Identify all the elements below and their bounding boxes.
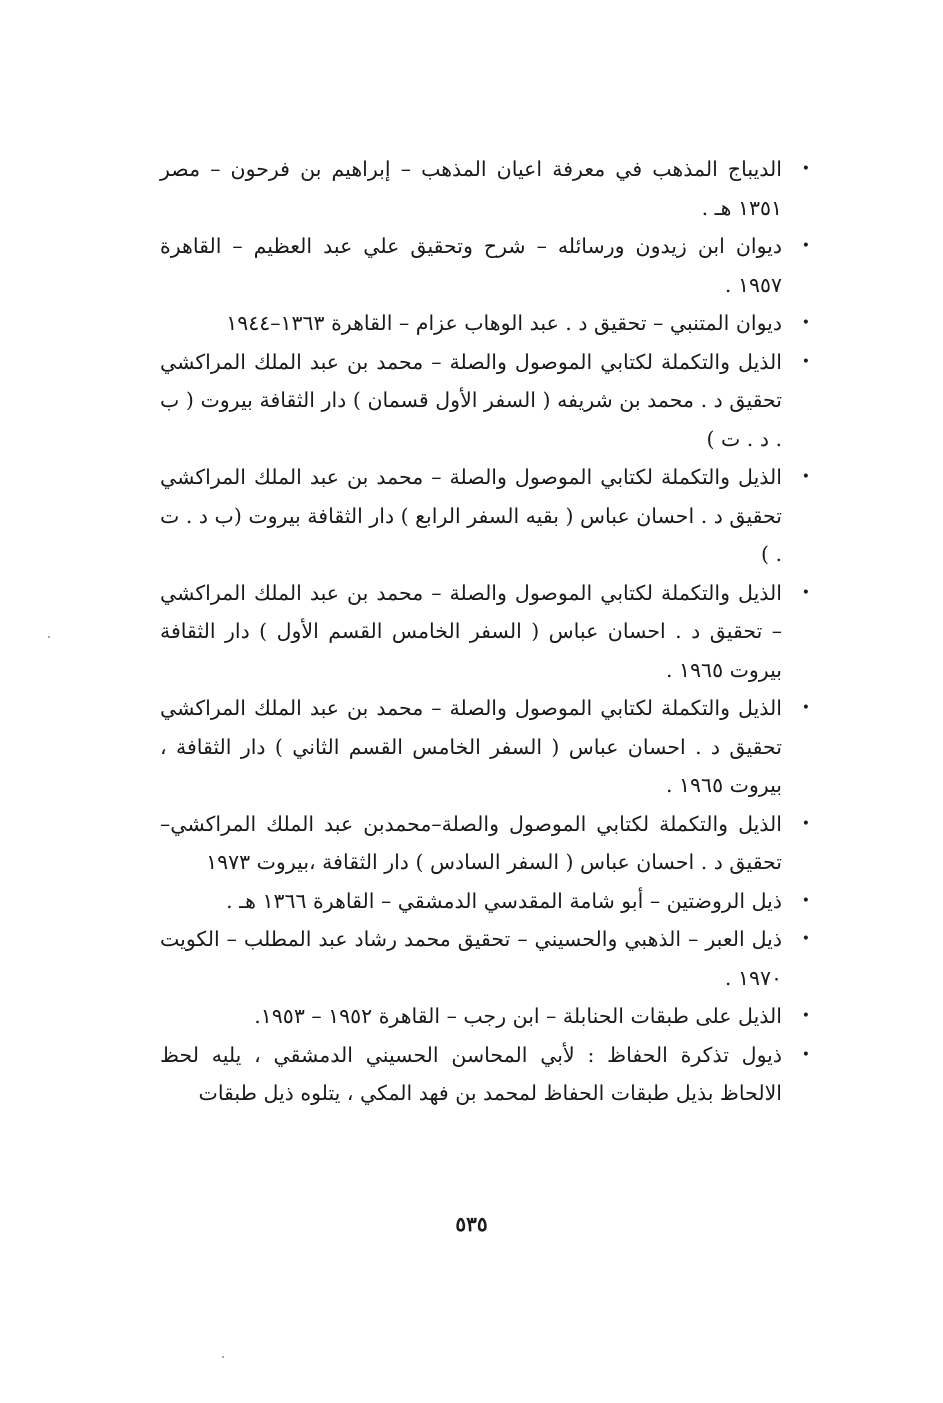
entry-text: الذيل والتكملة لكتابي الموصول والصلة – محمد بن عبد الملك المراكشي – تحقيق د . احسان عباس ( السفر الخامس القسم الأول ) دار الثقافة بيروت ١٩٦٥ . [160, 580, 782, 682]
bibliography-entry [160, 343, 810, 459]
bibliography-entry [160, 1036, 810, 1113]
bullet-mark: • [801, 469, 810, 485]
bibliography-entry [160, 150, 810, 227]
bullet-mark: • [801, 238, 810, 254]
bibliography-entry [160, 304, 810, 343]
entry-text: الذيل والتكملة لكتابي الموصول والصلة – محمد بن عبد الملك المراكشي تحقيق د . محمد بن شريفه ( السفر الأول قسمان ) دار الثقافة بيروت ( ب . د . ت ) [160, 349, 782, 451]
entry-text: الذيل والتكملة لكتابي الموصول والصلة – محمد بن عبد الملك المراكشي تحقيق د . احسان عباس ( السفر الخامس القسم الثاني ) دار الثقافة ، بيروت ١٩٦٥ . [160, 696, 782, 797]
entry-text: الديباج المذهب في معرفة اعيان المذهب – إبراهيم بن فرحون – مصر ١٣٥١ هـ . [160, 157, 782, 220]
bibliography-entry [160, 882, 810, 921]
entry-text: ذيول تذكرة الحفاظ : لأبي المحاسن الحسيني الدمشقي ، يليه لحظ الالحاظ بذيل طبقات الحفاظ لمحمد بن فهد المكي ، يتلوه ذيل طبقات [160, 1042, 782, 1105]
bullet-mark: • [801, 700, 810, 716]
bibliography-entry [160, 689, 810, 805]
bullet-mark: • [801, 1046, 810, 1063]
scan-speck [222, 1356, 224, 1358]
entry-text: الذيل والتكملة لكتابي الموصول والصلة–محمدبن عبد الملك المراكشي– تحقيق د . احسان عباس ( السفر السادس ) دار الثقافة ،بيروت ١٩٧٣ [160, 811, 782, 874]
bullet-mark: • [801, 892, 810, 909]
bullet-mark: • [801, 1008, 810, 1024]
bibliography-entry [160, 458, 810, 574]
entry-text: ديوان ابن زيدون ورسائله – شرح وتحقيق علي عبد العظيم – القاهرة ١٩٥٧ . [160, 234, 782, 297]
bullet-mark: • [801, 931, 810, 947]
entry-text: ديوان المتنبي – تحقيق د . عبد الوهاب عزام – القاهرة ١٣٦٣–١٩٤٤ [226, 311, 782, 335]
bibliography-entry [160, 997, 810, 1036]
bullet-mark: • [801, 815, 810, 832]
entry-text: الذيل والتكملة لكتابي الموصول والصلة – محمد بن عبد الملك المراكشي تحقيق د . احسان عباس ( بقيه السفر الرابع ) دار الثقافة بيروت (ب د . ت . ) [160, 465, 782, 566]
bullet-mark: • [801, 353, 810, 370]
bibliography-entry [160, 920, 810, 997]
bibliography-entry [160, 574, 810, 690]
entry-text: ذيل الروضتين – أبو شامة المقدسي الدمشقي – القاهرة ١٣٦٦ هـ . [226, 888, 782, 913]
bullet-mark: • [801, 584, 810, 601]
page-number: ٥٣٥ [455, 1212, 488, 1236]
bibliography-entry [160, 805, 810, 882]
bibliography-entry [160, 227, 810, 304]
scan-speck [48, 636, 50, 638]
entry-text: ذيل العبر – الذهبي والحسيني – تحقيق محمد رشاد عبد المطلب – الكويت ١٩٧٠ . [160, 927, 782, 990]
bullet-mark: • [801, 161, 810, 177]
entry-text: الذيل على طبقات الحنابلة – ابن رجب – القاهرة ١٩٥٢ – ١٩٥٣. [254, 1004, 782, 1028]
bibliography-list [160, 150, 810, 1113]
bullet-mark: • [801, 315, 810, 331]
